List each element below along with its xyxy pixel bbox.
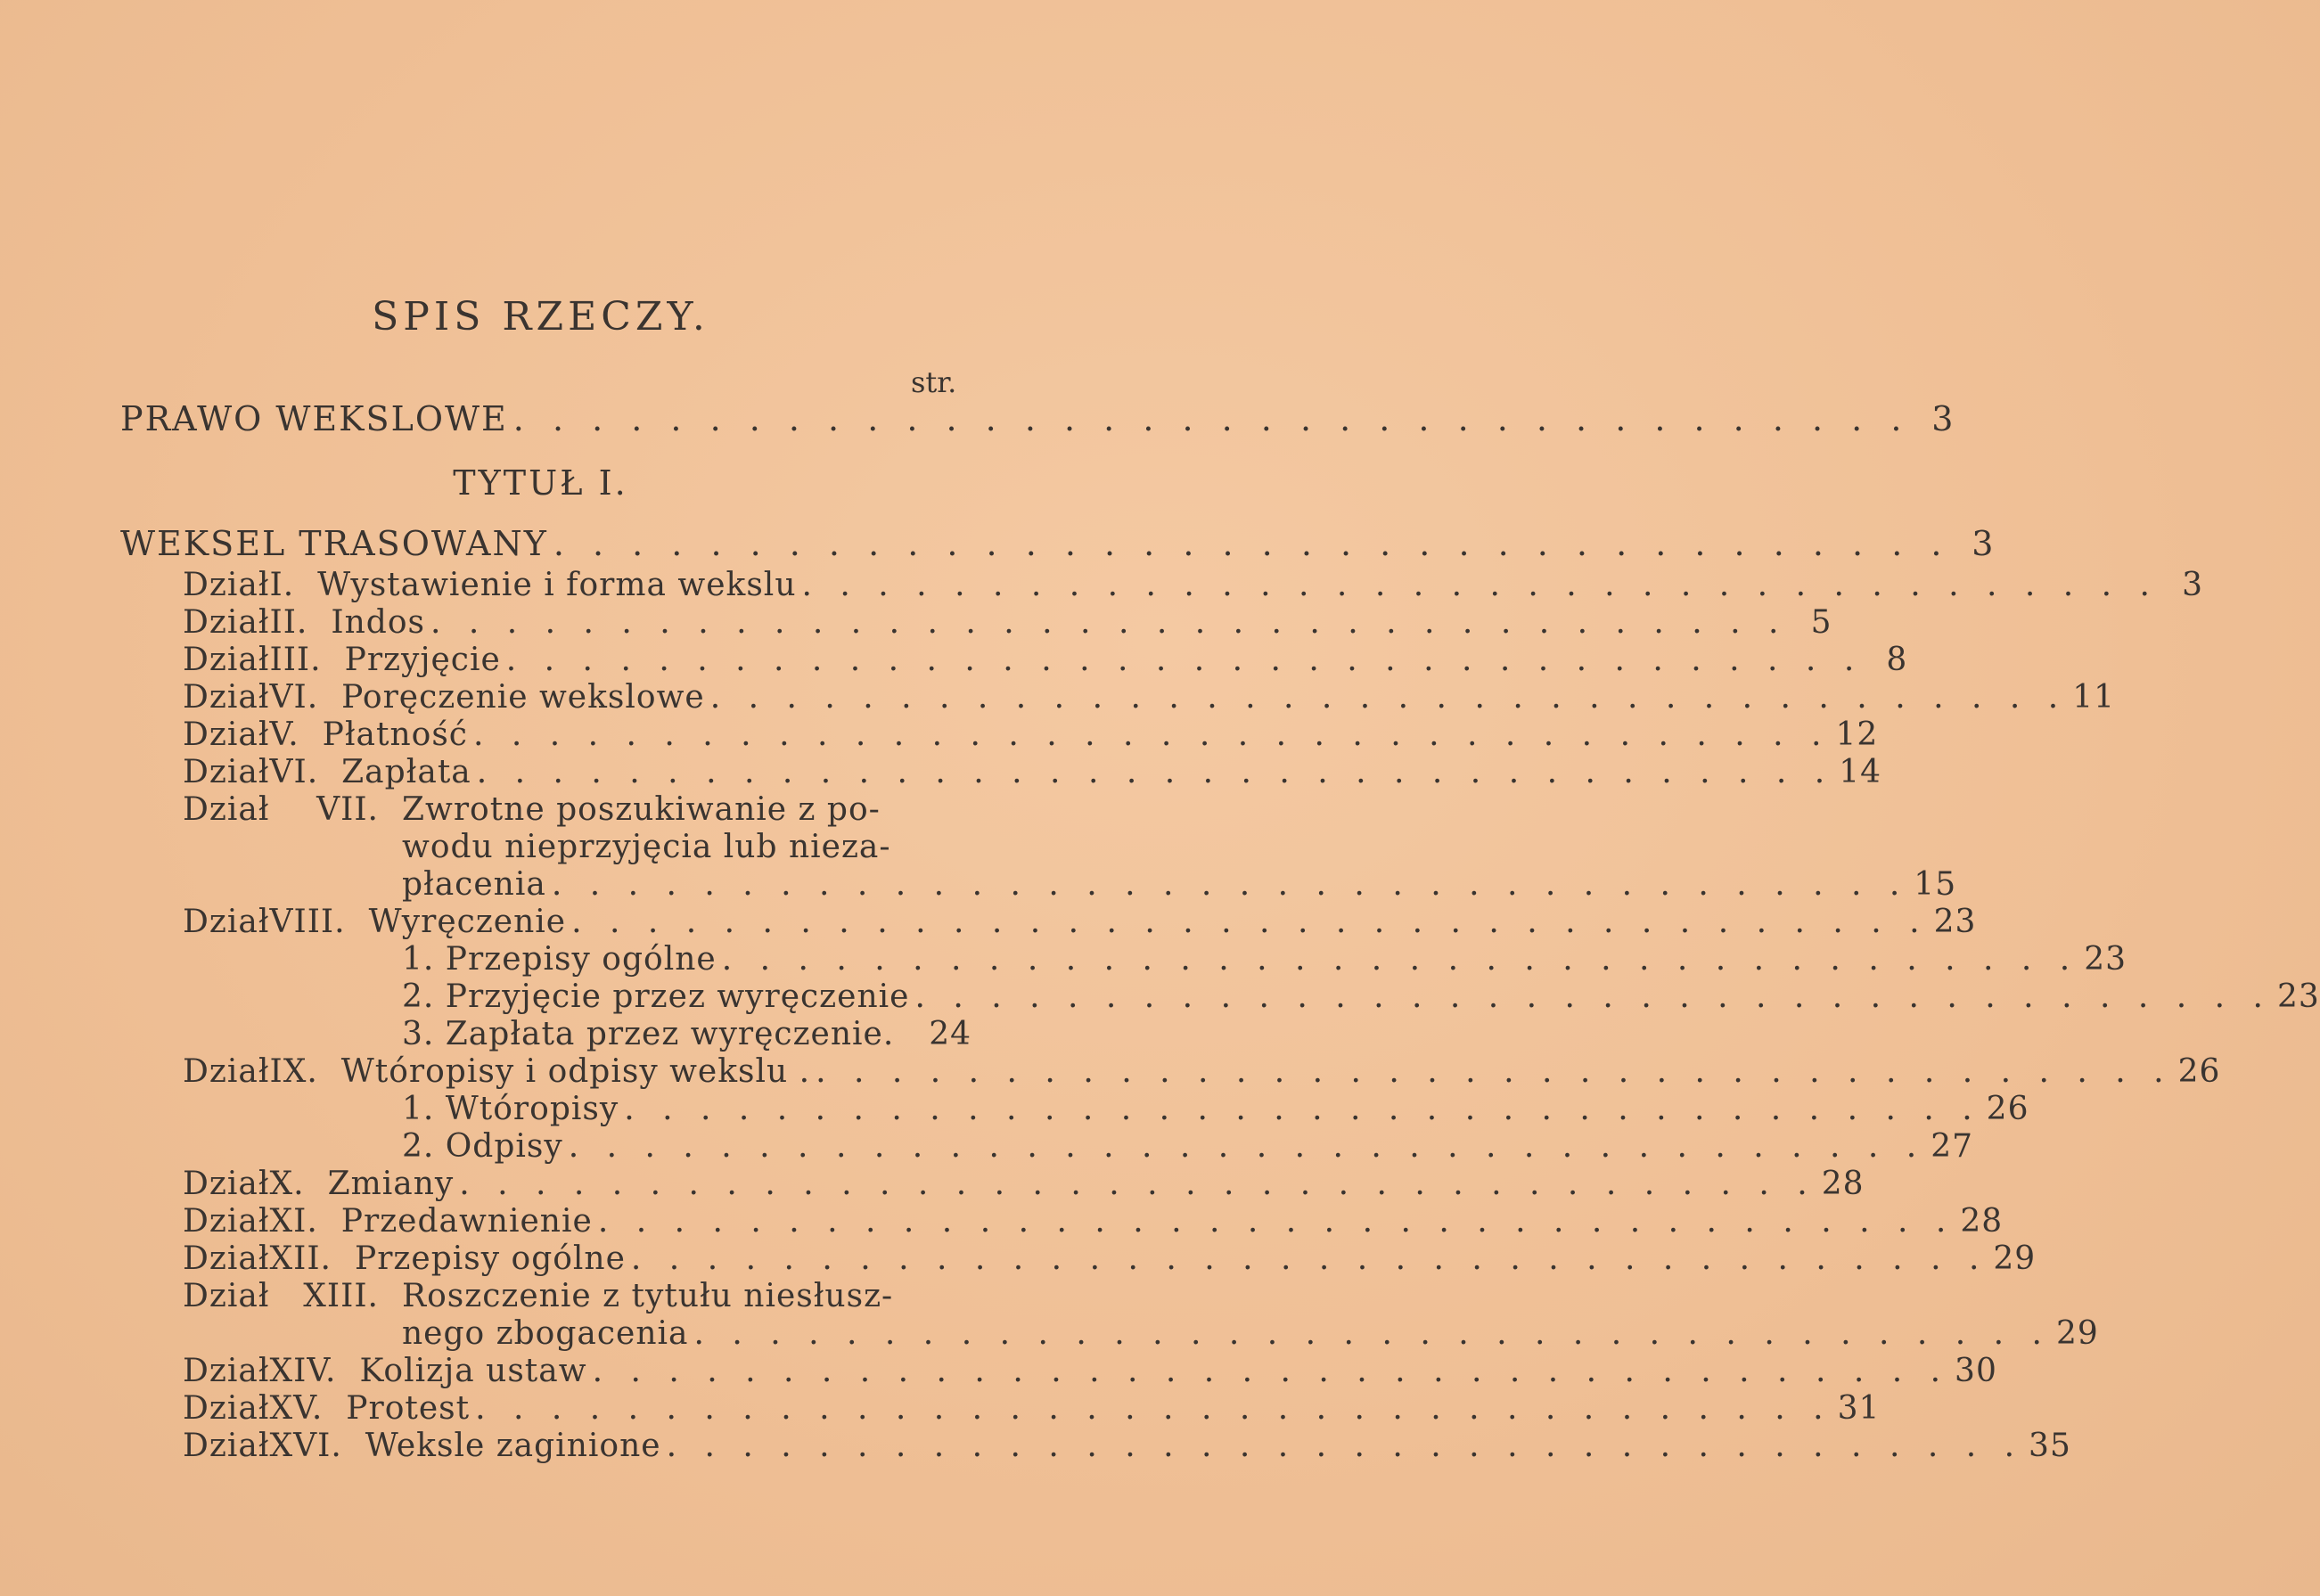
dzial-label: Dział — [183, 1240, 270, 1277]
toc-entry — [183, 791, 971, 827]
toc-entry — [183, 1053, 2221, 1090]
entry-title: Wystawienie i forma wekslu — [317, 567, 797, 603]
subentry-title: 1. Wtóropisy — [402, 1091, 619, 1127]
entry-title: Wyręczenie — [368, 904, 567, 940]
entry-page: 31 — [1837, 1390, 1881, 1427]
subentry-page: 26 — [1986, 1091, 2029, 1127]
leader-dots: . . . . . . . . . . . . . . . . . . . . . . . . . . . . . . . . . . . . — [597, 1203, 1955, 1240]
dzial-number: XV. — [269, 1390, 324, 1427]
entry-page: 23 — [1933, 904, 1977, 940]
entry-title: Przepisy ogólne — [355, 1240, 626, 1277]
toc-subentry — [402, 1128, 1974, 1165]
leader-dots: . . . . . . . . . . . . . . . . . . . . . . . . . . . . . . . . . . . . — [459, 1166, 1816, 1202]
toc-subentry — [402, 978, 2320, 1015]
subentry-page: 27 — [1931, 1128, 1974, 1165]
entry-page: 28 — [1821, 1166, 1865, 1202]
entry-page: 30 — [1955, 1353, 1997, 1389]
leader-dots: . . . . . . . . . . . . . . . . . . . . . . . . . . . . . . . . . . . . — [553, 524, 1951, 563]
dzial-number: X. — [269, 1166, 305, 1202]
leader-dots: . . . . . . . . . . . . . . . . . . . . . . . . . . . . . . . . . . . . — [512, 399, 1911, 438]
entry-title: Zmiany — [327, 1166, 455, 1202]
toc-entry — [183, 716, 1879, 753]
entry-title-wrap — [341, 1053, 2178, 1090]
entry-title-wrap — [359, 1353, 1955, 1389]
toc-top-entry-label: PRAWO WEKSLOWE — [120, 399, 508, 438]
toc-section-label: WEKSEL TRASOWANY — [120, 524, 548, 563]
entry-continuation — [402, 866, 1957, 903]
dzial-number: VI. — [269, 679, 319, 716]
toc-entry — [183, 567, 2203, 603]
dzial-number: XII. — [269, 1240, 332, 1277]
entry-continuation-text: wodu nieprzyjęcia lub nieza- — [402, 829, 891, 865]
toc-entry — [183, 1203, 2004, 1240]
dzial-number: IX. — [269, 1053, 318, 1090]
dzial-label: Dział — [183, 1428, 270, 1464]
entry-title: Kolizja ustaw — [359, 1353, 587, 1389]
entry-title: Zwrotne poszukiwanie z po- — [402, 791, 881, 828]
entry-title-wrap — [355, 1240, 1993, 1277]
leader-dots: . . . . . . . . . . . . . . . . . . . . . . . . . . . . . . . . . . . . — [630, 1240, 1988, 1277]
subentry-page: 24 — [929, 1016, 971, 1052]
dzial-label: Dział — [183, 904, 270, 940]
entry-page: 15 — [1914, 866, 1957, 903]
entry-title-wrap — [402, 791, 971, 828]
toc-entry — [183, 604, 1832, 641]
entry-title: Płatność — [322, 716, 468, 753]
toc-entry — [183, 1278, 971, 1314]
entry-title-wrap — [328, 1166, 1822, 1202]
toc-subentry — [402, 1016, 971, 1052]
toc-subentry — [402, 941, 2127, 978]
page-column-label: str. — [911, 365, 957, 399]
toc-entry — [183, 1428, 2071, 1464]
entry-title-wrap — [331, 604, 1792, 641]
entry-page: 29 — [1993, 1240, 2037, 1277]
entry-page: 26 — [2177, 1053, 2221, 1090]
toc-entry — [183, 1166, 1865, 1202]
dzial-label: Dział — [183, 754, 270, 790]
entry-title-wrap — [341, 754, 1839, 790]
tytul-heading: TYTUŁ I. — [453, 463, 628, 503]
leader-dots: . . . . . . . . . . . . . . . . . . . . . . . . . . . . . . . . . . . . — [914, 978, 2272, 1015]
entry-page: 8 — [1886, 642, 1908, 678]
entry-title-wrap — [402, 1278, 971, 1314]
entry-page: 28 — [1960, 1203, 2004, 1240]
dzial-label: Dział — [183, 567, 270, 603]
toc-top-entry — [120, 399, 1955, 438]
toc-entry — [183, 1390, 1881, 1427]
entry-title: Wtóropisy i odpisy wekslu . — [340, 1053, 811, 1090]
leader-dots: . . . . . . . . . . . . . . . . . . . . . . . . . . . . . . . . . . . . — [592, 1353, 1950, 1389]
subentry-title: 1. Przepisy ogólne — [402, 941, 717, 978]
entry-page: 3 — [2182, 567, 2203, 603]
entry-title-wrap — [369, 904, 1934, 940]
entry-title-wrap — [346, 1390, 1837, 1427]
entry-title-wrap — [341, 1203, 1961, 1240]
leader-dots: . . . . . . . . . . . . . . . . . . . . . . . . . . . . . . . . . . . . — [801, 567, 2159, 603]
leader-dots: . . . . . . . . . . . . . . . . . . . . . . . . . . . . . . . . . . . . — [693, 1315, 2051, 1352]
leader-dots: . . . . . . . . . . . . . . . . . . . . . . . . . . . . . . . . . . . . — [505, 642, 1864, 678]
entry-title-wrap — [365, 1428, 2029, 1464]
leader-dots: . . . . . . . . . . . . . . . . . . . . . . . . . . . . . . . . . . . . — [475, 1390, 1832, 1427]
leader-dots: . . . . . . . . . . . . . . . . . . . . . . . . . . . . . . . . . . . . — [430, 604, 1788, 641]
entry-title-wrap — [341, 679, 2072, 716]
subentry-title: 2. Przyjęcie przez wyręczenie — [402, 978, 910, 1015]
entry-title: Przedawnienie — [340, 1203, 593, 1240]
entry-continuation-text: nego zbogacenia — [402, 1315, 689, 1352]
dzial-label: Dział — [183, 1203, 270, 1240]
dzial-label: Dział — [183, 791, 270, 828]
leader-dots: . . . . . . . . . . . . . . . . . . . . . . . . . . . . . . . . . . . . — [666, 1428, 2024, 1464]
dzial-label: Dział — [183, 604, 270, 641]
subentry-page: 23 — [2084, 941, 2127, 978]
toc-entry — [183, 679, 2115, 716]
dzial-label: Dział — [183, 679, 270, 716]
toc-section-entry — [120, 524, 1996, 563]
leader-dots: . . . . . . . . . . . . . . . . . . . . . . . . . . . . . . . . . . . . — [709, 679, 2068, 716]
entry-page: 11 — [2072, 679, 2115, 716]
entry-title-wrap — [345, 642, 1869, 678]
entry-page: 14 — [1839, 754, 1882, 790]
dzial-number: VI. — [269, 754, 319, 790]
toc-section-page: 3 — [1972, 524, 1996, 563]
entry-continuation-text: płacenia — [402, 866, 546, 903]
page-title: SPIS RZECZY. — [372, 294, 709, 340]
entry-title: Weksle zaginione — [365, 1428, 661, 1464]
subentry-title: 3. Zapłata przez wyręczenie. — [402, 1016, 895, 1052]
leader-dots: . . . . . . . . . . . . . . . . . . . . . . . . . . . . . . . . . . . . — [476, 754, 1834, 790]
dzial-number: VIII. — [269, 904, 346, 940]
leader-dots: . . . . . . . . . . . . . . . . . . . . . . . . . . . . . . . . . . . . — [551, 866, 1909, 903]
entry-title-wrap — [323, 716, 1836, 753]
dzial-label: Dział — [183, 1053, 270, 1090]
leader-dots: . . . . . . . . . . . . . . . . . . . . . . . . . . . . . . . . . . . . — [721, 941, 2079, 978]
entry-title: Indos — [331, 604, 425, 641]
toc-subentry — [402, 1091, 2029, 1127]
entry-page: 5 — [1810, 604, 1832, 641]
dzial-label: Dział — [183, 642, 270, 678]
dzial-number: XIII. — [303, 1278, 379, 1314]
dzial-number: VII. — [316, 791, 379, 828]
dzial-number: XI. — [269, 1203, 318, 1240]
entry-page: 12 — [1835, 716, 1879, 753]
toc-entry — [183, 754, 1882, 790]
dzial-label: Dział — [183, 1390, 270, 1427]
toc-entry — [183, 1240, 2037, 1277]
subentry-title: 2. Odpisy — [402, 1128, 563, 1165]
entry-title: Poręczenie wekslowe — [341, 679, 705, 716]
dzial-number: III. — [269, 642, 322, 678]
entry-title: Przyjęcie — [344, 642, 501, 678]
leader-dots: . . . . . . . . . . . . . . . . . . . . . . . . . . . . . . . . . . . . — [816, 1053, 2173, 1090]
dzial-label: Dział — [183, 716, 270, 753]
leader-dots: . . . . . . . . . . . . . . . . . . . . . . . . . . . . . . . . . . . . — [571, 904, 1929, 940]
dzial-number: II. — [269, 604, 308, 641]
entry-continuation — [402, 829, 971, 864]
subentry-page: 23 — [2276, 978, 2320, 1015]
toc-entry — [183, 642, 1908, 678]
entry-title: Zapłata — [341, 754, 471, 790]
toc-entry — [183, 904, 1977, 940]
dzial-label: Dział — [183, 1353, 270, 1389]
dzial-label: Dział — [183, 1278, 270, 1314]
toc-entry — [183, 1353, 1997, 1389]
entry-page: 35 — [2029, 1428, 2071, 1464]
entry-title: Protest — [346, 1390, 471, 1427]
dzial-label: Dział — [183, 1166, 270, 1202]
dzial-number: V. — [269, 716, 299, 753]
leader-dots: . . . . . . . . . . . . . . . . . . . . . . . . . . . . . . . . . . . . — [472, 716, 1831, 753]
dzial-number: XVI. — [269, 1428, 342, 1464]
dzial-number: I. — [269, 567, 295, 603]
entry-title-wrap — [317, 567, 2164, 603]
leader-dots: . . . . . . . . . . . . . . . . . . . . . . . . . . . . . . . . . . . . — [624, 1091, 1981, 1127]
entry-page: 29 — [2055, 1315, 2099, 1352]
dzial-number: XIV. — [269, 1353, 337, 1389]
entry-title: Roszczenie z tytułu niesłusz- — [402, 1278, 894, 1314]
toc-top-entry-page: 3 — [1931, 399, 1955, 438]
entry-continuation — [402, 1315, 2099, 1352]
leader-dots: . . . . . . . . . . . . . . . . . . . . . . . . . . . . . . . . . . . . — [568, 1128, 1926, 1165]
